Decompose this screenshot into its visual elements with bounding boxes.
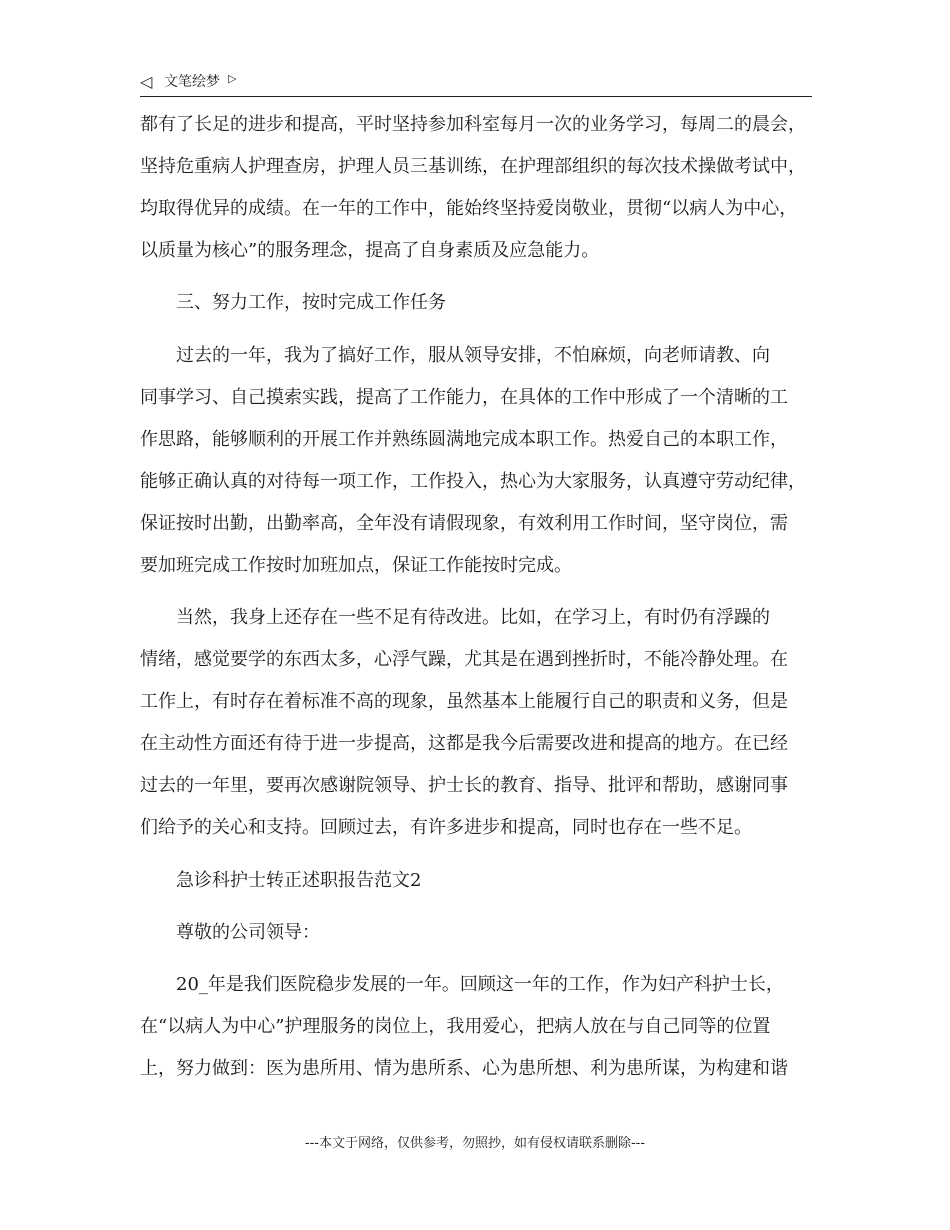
text-line: 同事学习、自己摸索实践，提高了工作能力，在具体的工作中形成了一个清晰的工: [140, 387, 788, 408]
section-heading: 三、努力工作，按时完成工作任务: [176, 292, 446, 313]
triangle-right-icon: ▷: [228, 72, 237, 85]
text-line: 过去的一年里，要再次感谢院领导、护士长的教育、指导、批评和帮助，感谢同事: [140, 775, 788, 796]
triangle-left-icon: ◁: [140, 72, 153, 91]
text-line: 们给予的关心和支持。回顾过去，有许多进步和提高，同时也存在一些不足。: [140, 817, 752, 838]
salutation: 尊敬的公司领导：: [176, 922, 320, 943]
text-line: 作思路，能够顺利的开展工作并熟练圆满地完成本职工作。热爱自己的本职工作，: [140, 429, 788, 450]
text-line: 在主动性方面还有待于进一步提高，这都是我今后需要改进和提高的地方。在已经: [140, 733, 788, 754]
text-line: 均取得优异的成绩。在一年的工作中，能始终坚持爱岗敬业，贯彻“以病人为中心，: [140, 198, 798, 219]
header-brand: 文笔绘梦: [164, 74, 220, 90]
text-line: 坚持危重病人护理查房，护理人员三基训练，在护理部组织的每次技术操做考试中，: [140, 156, 806, 177]
text-line: 20_年是我们医院稳步发展的一年。回顾这一年的工作，作为妇产科护士长，: [176, 974, 784, 995]
text-line: 要加班完成工作按时加班加点，保证工作能按时完成。: [140, 555, 572, 576]
text-line: 情绪，感觉要学的东西太多，心浮气躁，尤其是在遇到挫折时，不能冷静处理。在: [140, 649, 788, 670]
text-line: 在“以病人为中心”护理服务的岗位上，我用爱心，把病人放在与自己同等的位置: [140, 1016, 771, 1037]
article-title: 急诊科护士转正述职报告范文2: [176, 870, 422, 891]
text-line: 工作上，有时存在着标准不高的现象，虽然基本上能履行自己的职责和义务，但是: [140, 691, 788, 712]
text-line: 过去的一年，我为了搞好工作，服从领导安排，不怕麻烦，向老师请教、向: [176, 345, 770, 366]
page-header: [140, 70, 812, 97]
page-footer: ---本文于网络，仅供参考，勿照抄，如有侵权请联系删除---: [304, 1136, 646, 1151]
text-line: 以质量为核心”的服务理念，提高了自身素质及应急能力。: [140, 240, 600, 261]
text-line: 能够正确认真的对待每一项工作，工作投入，热心为大家服务，认真遵守劳动纪律，: [140, 471, 806, 492]
text-line: 都有了长足的进步和提高，平时坚持参加科室每月一次的业务学习，每周二的晨会，: [140, 114, 806, 135]
text-line: 上，努力做到：医为患所用、情为患所系、心为患所想、利为患所谋，为构建和谐: [140, 1058, 788, 1079]
text-line: 当然，我身上还存在一些不足有待改进。比如，在学习上，有时仍有浮躁的: [176, 607, 770, 628]
text-line: 保证按时出勤，出勤率高，全年没有请假现象，有效利用工作时间，坚守岗位，需: [140, 513, 788, 534]
